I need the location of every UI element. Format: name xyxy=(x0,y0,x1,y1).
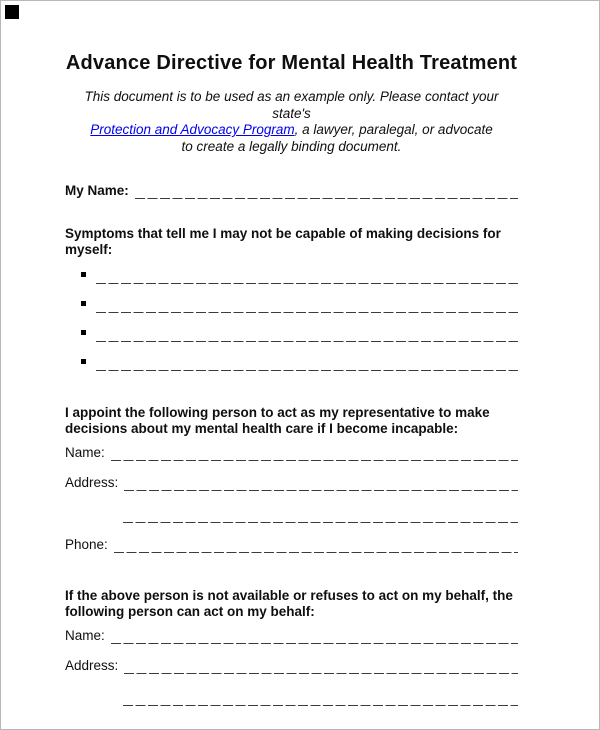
name-label: Name: xyxy=(65,628,105,643)
alternate-address-continuation-row xyxy=(65,690,518,708)
symptom-blank-line-2 xyxy=(96,297,518,315)
symptom-bullet-row-1 xyxy=(65,257,518,286)
representative-heading-line-2: decisions about my mental health care if I become incapable: xyxy=(65,420,459,436)
disclaimer-line-2 xyxy=(65,122,518,139)
my-name-blank-line xyxy=(135,183,518,201)
disclaimer-line-3: to create a legally binding document. xyxy=(181,138,402,154)
representative-name-row xyxy=(65,445,518,463)
symptoms-heading-line-1: Symptoms that tell me I may not be capable of making decisions for xyxy=(65,226,501,241)
disclaimer-line-1: This document is to be used as an example only. Please contact your state's xyxy=(84,89,499,121)
my-name-label: My Name: xyxy=(65,183,129,198)
representative-heading-line-1: I appoint the following person to act as my representative to make xyxy=(65,405,490,420)
bullet-icon xyxy=(81,359,86,364)
phone-label: Phone: xyxy=(65,537,108,552)
address-label: Address: xyxy=(65,658,119,673)
symptom-blank-line-4 xyxy=(96,355,518,373)
symptom-blank-line-3 xyxy=(96,326,518,344)
alternate-heading xyxy=(65,588,518,619)
alternate-address-blank-line-2 xyxy=(123,690,518,708)
representative-phone-blank-line xyxy=(114,537,518,555)
representative-heading xyxy=(65,405,518,436)
my-name-row xyxy=(65,183,518,201)
name-label: Name: xyxy=(65,445,105,460)
symptoms-heading xyxy=(65,226,518,257)
page-title: Advance Directive for Mental Health Treatment xyxy=(65,52,518,74)
symptoms-list xyxy=(65,257,518,373)
representative-address-blank-line-2 xyxy=(123,507,518,525)
symptom-bullet-row-3 xyxy=(65,315,518,344)
representative-phone-row xyxy=(65,537,518,555)
protection-advocacy-link[interactable]: Protection and Advocacy Program xyxy=(90,122,295,137)
alternate-name-row xyxy=(65,628,518,646)
address-label: Address: xyxy=(65,475,119,490)
representative-name-blank-line xyxy=(111,445,518,463)
alternate-heading-line-1: If the above person is not available or refuses to act on my behalf, the xyxy=(65,588,513,603)
representative-address-row xyxy=(65,475,518,493)
alternate-name-blank-line xyxy=(111,628,518,646)
alternate-address-blank-line xyxy=(124,658,518,676)
disclaimer-line-2-rest: , a lawyer, paralegal, or advocate xyxy=(294,122,493,137)
symptom-blank-line-1 xyxy=(96,268,518,286)
bullet-icon xyxy=(81,301,86,306)
symptom-bullet-row-4 xyxy=(65,344,518,373)
symptoms-heading-line-2: myself: xyxy=(65,241,113,257)
scan-artifact-mark xyxy=(5,5,19,19)
bullet-icon xyxy=(81,330,86,335)
symptom-bullet-row-2 xyxy=(65,286,518,315)
document-content xyxy=(1,51,599,730)
disclaimer-paragraph xyxy=(65,89,518,155)
bullet-icon xyxy=(81,272,86,277)
alternate-heading-line-2: following person can act on my behalf: xyxy=(65,603,315,619)
representative-address-blank-line xyxy=(124,475,518,493)
representative-address-continuation-row xyxy=(65,507,518,525)
alternate-address-row xyxy=(65,658,518,676)
